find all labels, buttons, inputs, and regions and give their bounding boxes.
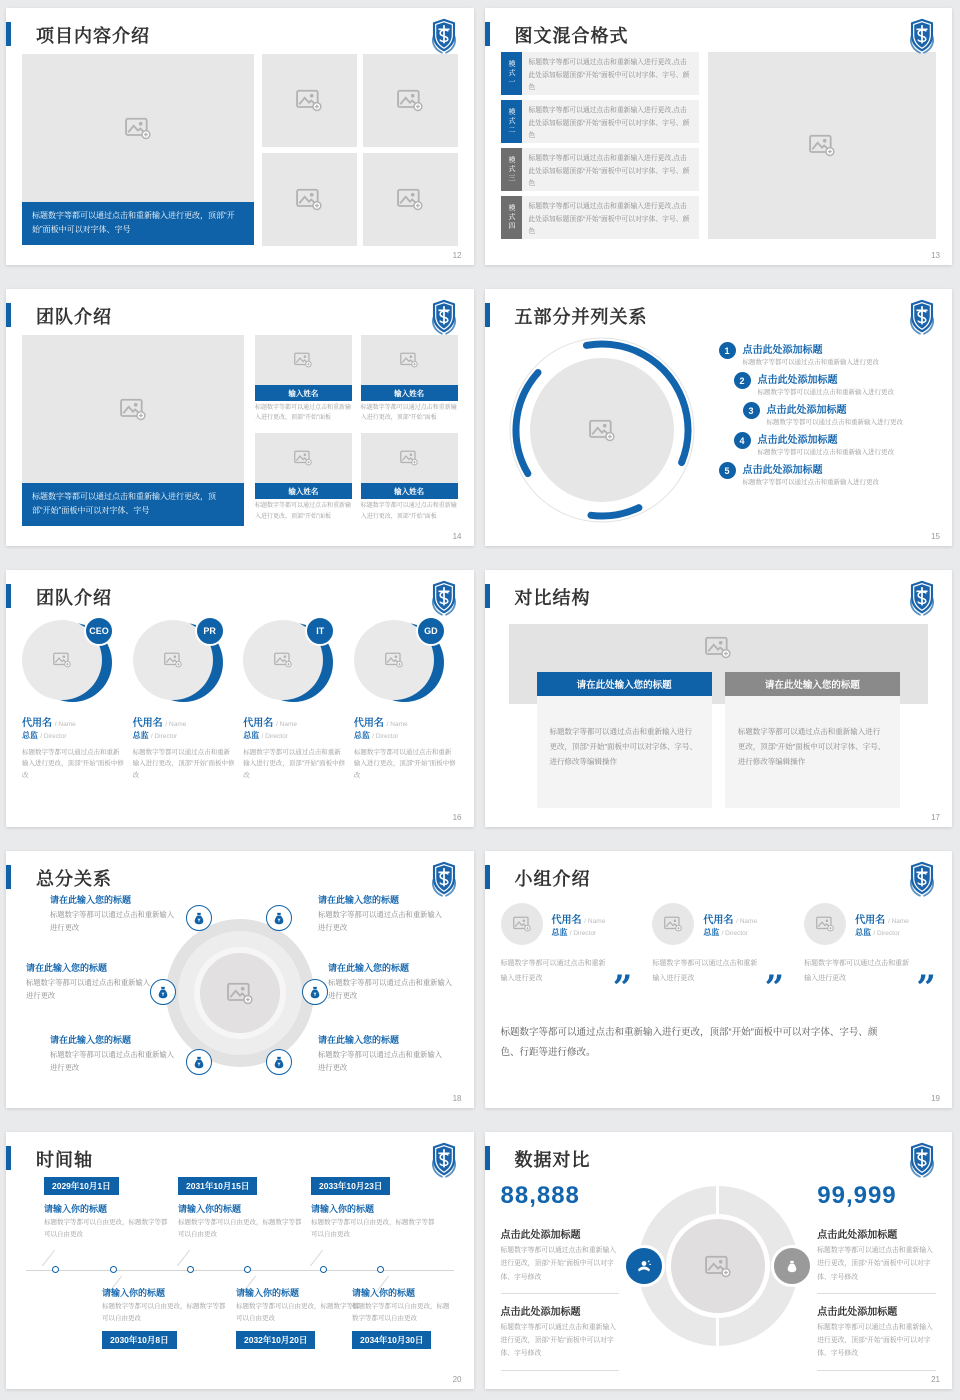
member-role: 总监 / Director bbox=[22, 731, 67, 740]
mode-text: 标题数字等都可以通过点击和重新输入进行更改,点击此处添加标题顶部“开始”面板中可以对字体、字号、颜色 bbox=[522, 100, 699, 143]
item-desc: 标题数字等都可以自由更改，标题数字等都可以自由更改 bbox=[311, 1219, 435, 1239]
item-desc: 标题数字等都可以通过点击和重新输入进行更改 bbox=[318, 910, 443, 933]
mode-tab: 模式二 bbox=[501, 100, 522, 143]
slide-21-thumbnail[interactable] bbox=[485, 1132, 953, 1389]
mode-row bbox=[501, 148, 699, 191]
member-card bbox=[243, 620, 347, 781]
quote-icon: ” bbox=[612, 968, 633, 1008]
section-title: 点击此处添加标题 bbox=[817, 1306, 898, 1318]
column-header: 请在此处输入您的标题 bbox=[537, 672, 712, 696]
numbered-item bbox=[719, 341, 937, 366]
diagram-item bbox=[328, 961, 456, 1003]
image-placeholder bbox=[666, 1214, 770, 1318]
member-name: 代用名 / Name bbox=[132, 718, 187, 729]
diagram-item bbox=[26, 961, 154, 1003]
avatar bbox=[354, 620, 444, 706]
school-crest-logo bbox=[427, 298, 461, 336]
mode-row bbox=[501, 196, 699, 239]
member-card bbox=[354, 620, 458, 781]
school-crest-logo bbox=[905, 298, 939, 336]
school-crest-logo bbox=[427, 579, 461, 617]
item-title: 请输入你的标题 bbox=[178, 1204, 242, 1214]
caption-box: 标题数字等都可以通过点击和重新输入进行更改，顶部“开始”面板中可以对字体、字号 bbox=[22, 483, 244, 526]
member-card bbox=[500, 903, 633, 1008]
add-image-icon bbox=[705, 1255, 731, 1278]
image-placeholder bbox=[255, 433, 352, 483]
member-role: 总监 / Director bbox=[243, 731, 288, 740]
item-title: 请在此输入您的标题 bbox=[318, 895, 400, 905]
add-image-icon bbox=[400, 450, 418, 466]
column-body: 标题数字等都可以通过点击和重新输入进行更改，顶部“开始”面板中可以对字体、字号、进行修改等编辑操作 bbox=[725, 696, 900, 808]
school-crest-logo bbox=[905, 860, 939, 898]
add-image-icon bbox=[513, 916, 531, 932]
page-number: 16 bbox=[452, 813, 462, 822]
numbered-item bbox=[734, 431, 937, 456]
team-member-row bbox=[22, 620, 458, 781]
quote-icon: ” bbox=[764, 968, 785, 1008]
member-card bbox=[255, 433, 352, 525]
timeline bbox=[22, 1174, 458, 1374]
item-desc: 标题数字等都可以自由更改，标题数字等都可以自由更改 bbox=[352, 1303, 450, 1323]
member-card bbox=[133, 620, 237, 781]
add-image-icon bbox=[589, 419, 615, 442]
mode-row bbox=[501, 100, 699, 143]
title-accent-bar bbox=[6, 1146, 11, 1170]
mode-tab: 模式三 bbox=[501, 148, 522, 191]
item-title: 请在此输入您的标题 bbox=[50, 895, 132, 905]
slide-14-thumbnail[interactable] bbox=[6, 289, 474, 546]
numbered-item bbox=[719, 461, 937, 486]
slide-20-thumbnail[interactable] bbox=[6, 1132, 474, 1389]
add-image-icon bbox=[816, 916, 834, 932]
item-title: 点击此处添加标题 bbox=[757, 375, 838, 386]
item-desc: 标题数字等都可以通过点击和重新输入进行更改 bbox=[742, 479, 879, 486]
member-card bbox=[361, 433, 458, 525]
diagram-item bbox=[318, 1033, 446, 1075]
page-number: 20 bbox=[452, 1375, 462, 1384]
member-name: 代用名 / Name bbox=[243, 718, 297, 729]
section-title: 点击此处添加标题 bbox=[500, 1306, 581, 1318]
mode-text: 标题数字等都可以通过点击和重新输入进行更改,点击此处添加标题顶部“开始”面板中可以对字体、字号、颜色 bbox=[522, 196, 699, 239]
item-title: 请输入你的标题 bbox=[44, 1204, 108, 1214]
add-image-icon bbox=[397, 89, 423, 112]
item-desc: 标题数字等都可以自由更改，标题数字等都可以自由更改 bbox=[102, 1303, 226, 1323]
image-placeholder bbox=[708, 52, 937, 239]
data-section bbox=[817, 1226, 936, 1294]
member-desc: 标题数字等都可以通过点击和重新输入进行更改，顶部“开始”面板 bbox=[360, 405, 457, 422]
school-crest-logo bbox=[905, 579, 939, 617]
connector-line bbox=[310, 1250, 323, 1266]
member-role: 总监 / Director bbox=[132, 731, 178, 740]
item-title: 点击此处添加标题 bbox=[766, 405, 847, 416]
comparison-columns bbox=[537, 672, 901, 808]
mode-text: 标题数字等都可以通过点击和重新输入进行更改,点击此处添加标题顶部“开始”面板中可以对字体、字号、颜色 bbox=[522, 52, 699, 95]
mode-tab: 模式四 bbox=[501, 196, 522, 239]
timeline-node bbox=[320, 1266, 327, 1273]
item-title: 请输入你的标题 bbox=[352, 1288, 416, 1298]
image-placeholder bbox=[22, 54, 254, 202]
data-value: 88,888 bbox=[500, 1182, 580, 1209]
money-bag-icon bbox=[302, 979, 328, 1005]
section-desc: 标题数字等都可以通过点击和重新输入进行更改，顶部“开始”面板中可以对字体、字号修改 bbox=[817, 1323, 933, 1358]
member-desc: 标题数字等都可以通过点击和重新输入进行更改，顶部“开始”面板中修改 bbox=[353, 749, 456, 779]
slide-18-thumbnail[interactable] bbox=[6, 851, 474, 1108]
title-accent-bar bbox=[485, 303, 490, 327]
title-accent-bar bbox=[485, 22, 490, 46]
timeline-item bbox=[178, 1176, 302, 1242]
mode-tab: 模式一 bbox=[501, 52, 522, 95]
school-crest-logo bbox=[905, 17, 939, 55]
item-desc: 标题数字等都可以通过点击和重新输入进行更改 bbox=[766, 419, 903, 426]
item-desc: 标题数字等都可以自由更改，标题数字等都可以自由更改 bbox=[236, 1303, 360, 1323]
member-name: 代用名 / Name bbox=[703, 914, 758, 926]
title-accent-bar bbox=[6, 22, 11, 46]
item-desc: 标题数字等都可以通过点击和重新输入进行更改 bbox=[742, 359, 879, 366]
add-image-icon bbox=[120, 398, 146, 421]
data-section bbox=[817, 1303, 936, 1371]
item-title: 点击此处添加标题 bbox=[742, 345, 823, 356]
slide-title: 五部分并列关系 bbox=[514, 307, 648, 327]
timeline-item bbox=[236, 1286, 360, 1349]
item-title: 请输入你的标题 bbox=[236, 1288, 300, 1298]
image-placeholder bbox=[501, 903, 543, 945]
page-number: 14 bbox=[452, 532, 462, 541]
item-title: 请在此输入您的标题 bbox=[50, 1035, 132, 1045]
school-crest-logo bbox=[427, 17, 461, 55]
add-image-icon bbox=[809, 134, 835, 157]
item-desc: 标题数字等都可以通过点击和重新输入进行更改 bbox=[757, 449, 894, 456]
item-title: 请输入你的标题 bbox=[102, 1288, 166, 1298]
member-grid bbox=[255, 335, 458, 526]
date-badge: 2030年10月8日 bbox=[102, 1331, 177, 1349]
avatar bbox=[243, 620, 333, 706]
member-card bbox=[804, 903, 936, 1008]
image-placeholder bbox=[530, 358, 674, 502]
add-image-icon bbox=[164, 652, 182, 668]
slide-title: 时间轴 bbox=[36, 1150, 93, 1170]
column-body: 标题数字等都可以通过点击和重新输入进行更改，顶部“开始”面板中可以对字体、字号、进行修改等编辑操作 bbox=[537, 696, 712, 808]
item-number-badge: 5 bbox=[719, 462, 736, 479]
data-section bbox=[501, 1226, 620, 1294]
hand-icon bbox=[623, 1245, 665, 1287]
image-placeholder bbox=[363, 153, 458, 246]
diagram-item bbox=[318, 893, 446, 935]
circle-diagram bbox=[501, 329, 719, 531]
group-member-row bbox=[500, 903, 937, 1008]
date-badge: 2034年10月30日 bbox=[352, 1331, 431, 1349]
add-image-icon bbox=[294, 352, 312, 368]
data-column-right bbox=[817, 1174, 936, 1380]
member-name: 代用名 / Name bbox=[22, 718, 76, 729]
add-image-icon bbox=[705, 636, 731, 659]
slide-title: 图文混合格式 bbox=[514, 26, 629, 46]
member-desc: 标题数字等都可以通过点击和重新输入进行更改，顶部“开始”面板 bbox=[360, 503, 457, 520]
mode-text: 标题数字等都可以通过点击和重新输入进行更改,点击此处添加标题顶部“开始”面板中可以对字体、字号、颜色 bbox=[522, 148, 699, 191]
image-placeholder bbox=[804, 903, 846, 945]
numbered-item bbox=[743, 401, 937, 426]
title-accent-bar bbox=[485, 865, 490, 889]
title-accent-bar bbox=[485, 1146, 490, 1170]
page-number: 18 bbox=[452, 1094, 462, 1103]
item-desc: 标题数字等都可以通过点击和重新输入进行更改 bbox=[328, 978, 453, 1001]
diagram-item bbox=[50, 893, 178, 935]
member-desc: 标题数字等都可以通过点击和重新输入进行更改，顶部“开始”面板 bbox=[255, 503, 352, 520]
diagram-item bbox=[50, 1033, 178, 1075]
member-card bbox=[255, 335, 352, 427]
section-desc: 标题数字等都可以通过点击和重新输入进行更改，顶部“开始”面板中可以对字体、字号修改 bbox=[500, 1247, 617, 1281]
item-title: 请在此输入您的标题 bbox=[318, 1035, 400, 1045]
image-placeholder bbox=[361, 433, 458, 483]
page-number: 19 bbox=[931, 1094, 940, 1103]
member-name: 代用名 / Name bbox=[353, 718, 408, 729]
quote-icon: ” bbox=[916, 968, 936, 1008]
numbered-item-list bbox=[719, 329, 937, 531]
title-accent-bar bbox=[6, 303, 11, 327]
date-badge: 2031年10月15日 bbox=[178, 1177, 257, 1195]
item-number-badge: 3 bbox=[743, 402, 760, 419]
member-role: 总监 / Director bbox=[703, 927, 748, 937]
section-title: 点击此处添加标题 bbox=[500, 1230, 581, 1241]
donut-diagram bbox=[631, 1174, 805, 1374]
member-desc: 标题数字等都可以通过点击和重新输入进行更改，顶部“开始”面板中修改 bbox=[243, 749, 346, 779]
member-name: 代用名 / Name bbox=[855, 914, 909, 926]
section-desc: 标题数字等都可以通过点击和重新输入进行更改，顶部“开始”面板中可以对字体、字号修改 bbox=[500, 1323, 617, 1358]
slide-title: 小组介绍 bbox=[514, 869, 591, 889]
item-title: 请在此输入您的标题 bbox=[328, 963, 410, 973]
item-desc: 标题数字等都可以自由更改，标题数字等都可以自由更改 bbox=[44, 1219, 168, 1239]
name-bar: 输入姓名 bbox=[255, 385, 352, 401]
member-role: 总监 / Director bbox=[855, 927, 900, 937]
add-image-icon bbox=[400, 352, 418, 368]
timeline-axis bbox=[26, 1270, 454, 1271]
item-title: 请输入你的标题 bbox=[311, 1204, 375, 1214]
member-desc: 标题数字等都可以通过点击和重新输入进行更改，顶部“开始”面板中修改 bbox=[132, 749, 235, 779]
slide-16-thumbnail[interactable] bbox=[6, 570, 474, 827]
item-number-badge: 4 bbox=[734, 432, 751, 449]
item-number-badge: 2 bbox=[734, 372, 751, 389]
data-column-left bbox=[501, 1174, 620, 1380]
image-placeholder bbox=[361, 335, 458, 385]
member-card bbox=[22, 620, 126, 781]
role-badge: GD bbox=[416, 616, 446, 646]
money-bag-icon bbox=[186, 905, 212, 931]
page-number: 17 bbox=[931, 813, 940, 822]
member-card bbox=[652, 903, 785, 1008]
radial-diagram bbox=[22, 891, 458, 1095]
money-bag-icon bbox=[266, 905, 292, 931]
section-title: 点击此处添加标题 bbox=[817, 1230, 898, 1241]
member-card bbox=[361, 335, 458, 427]
school-crest-logo bbox=[905, 1141, 939, 1179]
member-desc: 标题数字等都可以通过点击和重新输入进行更改，顶部“开始”面板中修改 bbox=[22, 749, 124, 779]
item-title: 请在此输入您的标题 bbox=[26, 963, 108, 973]
slide-12-thumbnail[interactable] bbox=[6, 8, 474, 265]
item-title: 点击此处添加标题 bbox=[742, 465, 823, 476]
member-name: 代用名 / Name bbox=[551, 914, 606, 926]
connector-line bbox=[177, 1250, 190, 1266]
name-bar: 输入姓名 bbox=[361, 483, 458, 499]
comparison-column bbox=[725, 672, 900, 808]
add-image-icon bbox=[296, 89, 322, 112]
image-placeholder-grid bbox=[262, 54, 458, 246]
member-role: 总监 / Director bbox=[353, 731, 399, 740]
timeline-node bbox=[187, 1266, 194, 1273]
name-bar: 输入姓名 bbox=[361, 385, 458, 401]
add-image-icon bbox=[274, 652, 292, 668]
timeline-item bbox=[352, 1286, 454, 1349]
role-badge: PR bbox=[195, 616, 225, 646]
add-image-icon bbox=[664, 916, 682, 932]
timeline-item bbox=[44, 1176, 168, 1242]
item-desc: 标题数字等都可以通过点击和重新输入进行更改 bbox=[757, 389, 894, 396]
image-placeholder bbox=[262, 153, 357, 246]
add-image-icon bbox=[53, 652, 71, 668]
add-image-icon bbox=[397, 188, 423, 211]
title-accent-bar bbox=[6, 865, 11, 889]
avatar bbox=[133, 620, 223, 706]
money-bag-icon bbox=[771, 1245, 813, 1287]
member-desc: 标题数字等都可以通过点击和重新输入进行更改 bbox=[652, 960, 758, 982]
slide-15-thumbnail[interactable] bbox=[485, 289, 953, 546]
item-title: 点击此处添加标题 bbox=[757, 435, 838, 446]
data-value: 99,999 bbox=[817, 1182, 897, 1209]
avatar bbox=[22, 620, 112, 706]
image-placeholder bbox=[255, 335, 352, 385]
item-desc: 标题数字等都可以通过点击和重新输入进行更改 bbox=[318, 1050, 443, 1073]
image-placeholder bbox=[22, 335, 244, 483]
slide-title: 团队介绍 bbox=[36, 588, 112, 608]
mode-row bbox=[501, 52, 699, 95]
section-desc: 标题数字等都可以通过点击和重新输入进行更改，顶部“开始”面板中可以对字体、字号修改 bbox=[817, 1247, 933, 1281]
member-desc: 标题数字等都可以通过点击和重新输入进行更改，顶部“开始”面板 bbox=[255, 405, 352, 422]
timeline-item bbox=[102, 1286, 226, 1349]
slide-title: 团队介绍 bbox=[36, 307, 112, 327]
item-desc: 标题数字等都可以通过点击和重新输入进行更改 bbox=[26, 978, 151, 1001]
title-accent-bar bbox=[485, 584, 490, 608]
image-placeholder bbox=[194, 947, 286, 1039]
name-bar: 输入姓名 bbox=[255, 483, 352, 499]
caption-box: 标题数字等都可以通过点击和重新输入进行更改，顶部“开始”面板中可以对字体、字号 bbox=[22, 202, 254, 245]
slide-13-thumbnail[interactable] bbox=[485, 8, 953, 265]
slide-title: 数据对比 bbox=[514, 1150, 591, 1170]
title-accent-bar bbox=[6, 584, 11, 608]
money-bag-icon bbox=[186, 1049, 212, 1075]
member-desc: 标题数字等都可以通过点击和重新输入进行更改 bbox=[500, 960, 606, 982]
page-number: 15 bbox=[931, 532, 940, 541]
data-section bbox=[501, 1303, 620, 1371]
page-number: 12 bbox=[452, 251, 462, 260]
date-badge: 2033年10月23日 bbox=[311, 1177, 390, 1195]
item-desc: 标题数字等都可以通过点击和重新输入进行更改 bbox=[50, 910, 175, 933]
item-desc: 标题数字等都可以自由更改，标题数字等都可以自由更改 bbox=[178, 1219, 302, 1239]
role-badge: CEO bbox=[84, 616, 114, 646]
timeline-node bbox=[244, 1266, 251, 1273]
footer-note: 标题数字等都可以通过点击和重新输入进行更改，顶部“开始”面板中可以对字体、字号、颜色、行距等进行修改。 bbox=[500, 1027, 878, 1058]
slide-title: 对比结构 bbox=[514, 588, 591, 608]
item-desc: 标题数字等都可以通过点击和重新输入进行更改 bbox=[50, 1050, 175, 1073]
member-desc: 标题数字等都可以通过点击和重新输入进行更改 bbox=[804, 960, 910, 982]
mode-row-list bbox=[501, 52, 699, 239]
comparison-column bbox=[537, 672, 712, 808]
date-badge: 2032年10月20日 bbox=[236, 1331, 315, 1349]
item-number-badge: 1 bbox=[719, 342, 736, 359]
timeline-node bbox=[377, 1266, 384, 1273]
money-bag-icon bbox=[266, 1049, 292, 1075]
image-placeholder bbox=[652, 903, 694, 945]
role-badge: IT bbox=[305, 616, 335, 646]
date-badge: 2029年10月1日 bbox=[44, 1177, 119, 1195]
column-header: 请在此处输入您的标题 bbox=[725, 672, 900, 696]
member-role: 总监 / Director bbox=[551, 927, 597, 937]
slide-title: 总分关系 bbox=[36, 869, 112, 889]
timeline-node bbox=[110, 1266, 117, 1273]
timeline-node bbox=[52, 1266, 59, 1273]
add-image-icon bbox=[125, 117, 151, 140]
page-number: 21 bbox=[931, 1375, 940, 1384]
add-image-icon bbox=[385, 652, 403, 668]
timeline-item bbox=[311, 1176, 435, 1242]
numbered-item bbox=[734, 371, 937, 396]
connector-line bbox=[42, 1250, 55, 1266]
page-number: 13 bbox=[931, 251, 940, 260]
image-placeholder bbox=[363, 54, 458, 147]
add-image-icon bbox=[296, 188, 322, 211]
add-image-icon bbox=[294, 450, 312, 466]
image-placeholder bbox=[262, 54, 357, 147]
add-image-icon bbox=[227, 982, 253, 1005]
slide-19-thumbnail[interactable] bbox=[485, 851, 953, 1108]
slide-17-thumbnail[interactable] bbox=[485, 570, 953, 827]
slide-title: 项目内容介绍 bbox=[36, 26, 150, 46]
